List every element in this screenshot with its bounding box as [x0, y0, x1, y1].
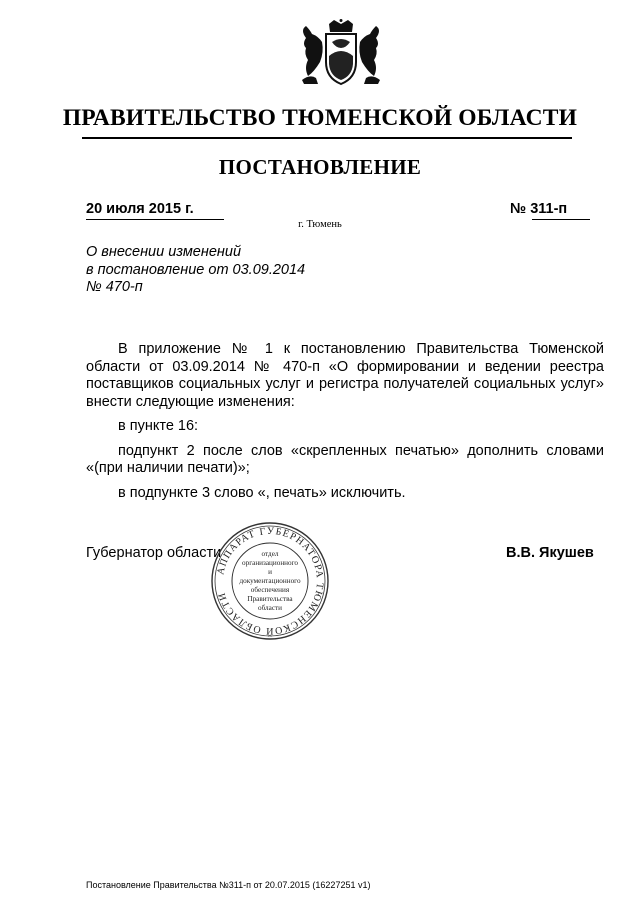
seal-ring-text: АППАРАТ ГУБЕРНАТОРА ТЮМЕНСКОЙ ОБЛАСТИ: [215, 525, 326, 637]
signatory-name: В.В. Якушев: [506, 545, 594, 561]
coat-of-arms-icon: [296, 18, 386, 90]
body-paragraph: в подпункте 3 слово «, печать» исключить.: [118, 484, 406, 501]
body-paragraph: подпункт 2 после слов «скрепленных печатью» дополнить словами «(при наличии печати)»;: [86, 442, 604, 476]
document-footer: Постановление Правительства №311-п от 20.07.2015 (16227251 v1): [86, 880, 371, 890]
seal-line: документационного: [239, 577, 301, 585]
seal-line: организационного: [242, 559, 298, 567]
document-date: 20 июля 2015 г.: [86, 201, 194, 217]
seal-line: Правительства: [247, 595, 293, 603]
seal-line: обеспечения: [250, 586, 290, 594]
government-name: ПРАВИТЕЛЬСТВО ТЮМЕНСКОЙ ОБЛАСТИ: [62, 105, 578, 131]
subject-line: О внесении изменений: [86, 244, 242, 260]
seal-line: и: [268, 568, 272, 576]
signatory-position: Губернатор области: [86, 545, 222, 561]
body-paragraph: В приложение № 1 к постановлению Правительства Тюменской области от 03.09.2014 № 470-п «О формировании и ведении реестра поставщиков социальных услуг и регистра получателей социальных услуг» внести следующие изменения:: [86, 341, 604, 410]
subject-line: № 470-п: [86, 279, 143, 295]
document-city: г. Тюмень: [298, 219, 342, 230]
seal-line: отдел: [261, 550, 279, 558]
document-body: [86, 341, 604, 509]
official-seal-icon: [209, 520, 331, 642]
document-subject: [86, 244, 305, 297]
document-type: ПОСТАНОВЛЕНИЕ: [218, 155, 422, 179]
subject-line: в постановление от 03.09.2014: [86, 261, 306, 278]
title-divider: [82, 137, 572, 139]
body-paragraph: в пункте 16:: [118, 418, 199, 434]
seal-line: области: [257, 604, 283, 612]
number-underline: [532, 219, 590, 220]
document-number: № 311-п: [510, 201, 568, 217]
